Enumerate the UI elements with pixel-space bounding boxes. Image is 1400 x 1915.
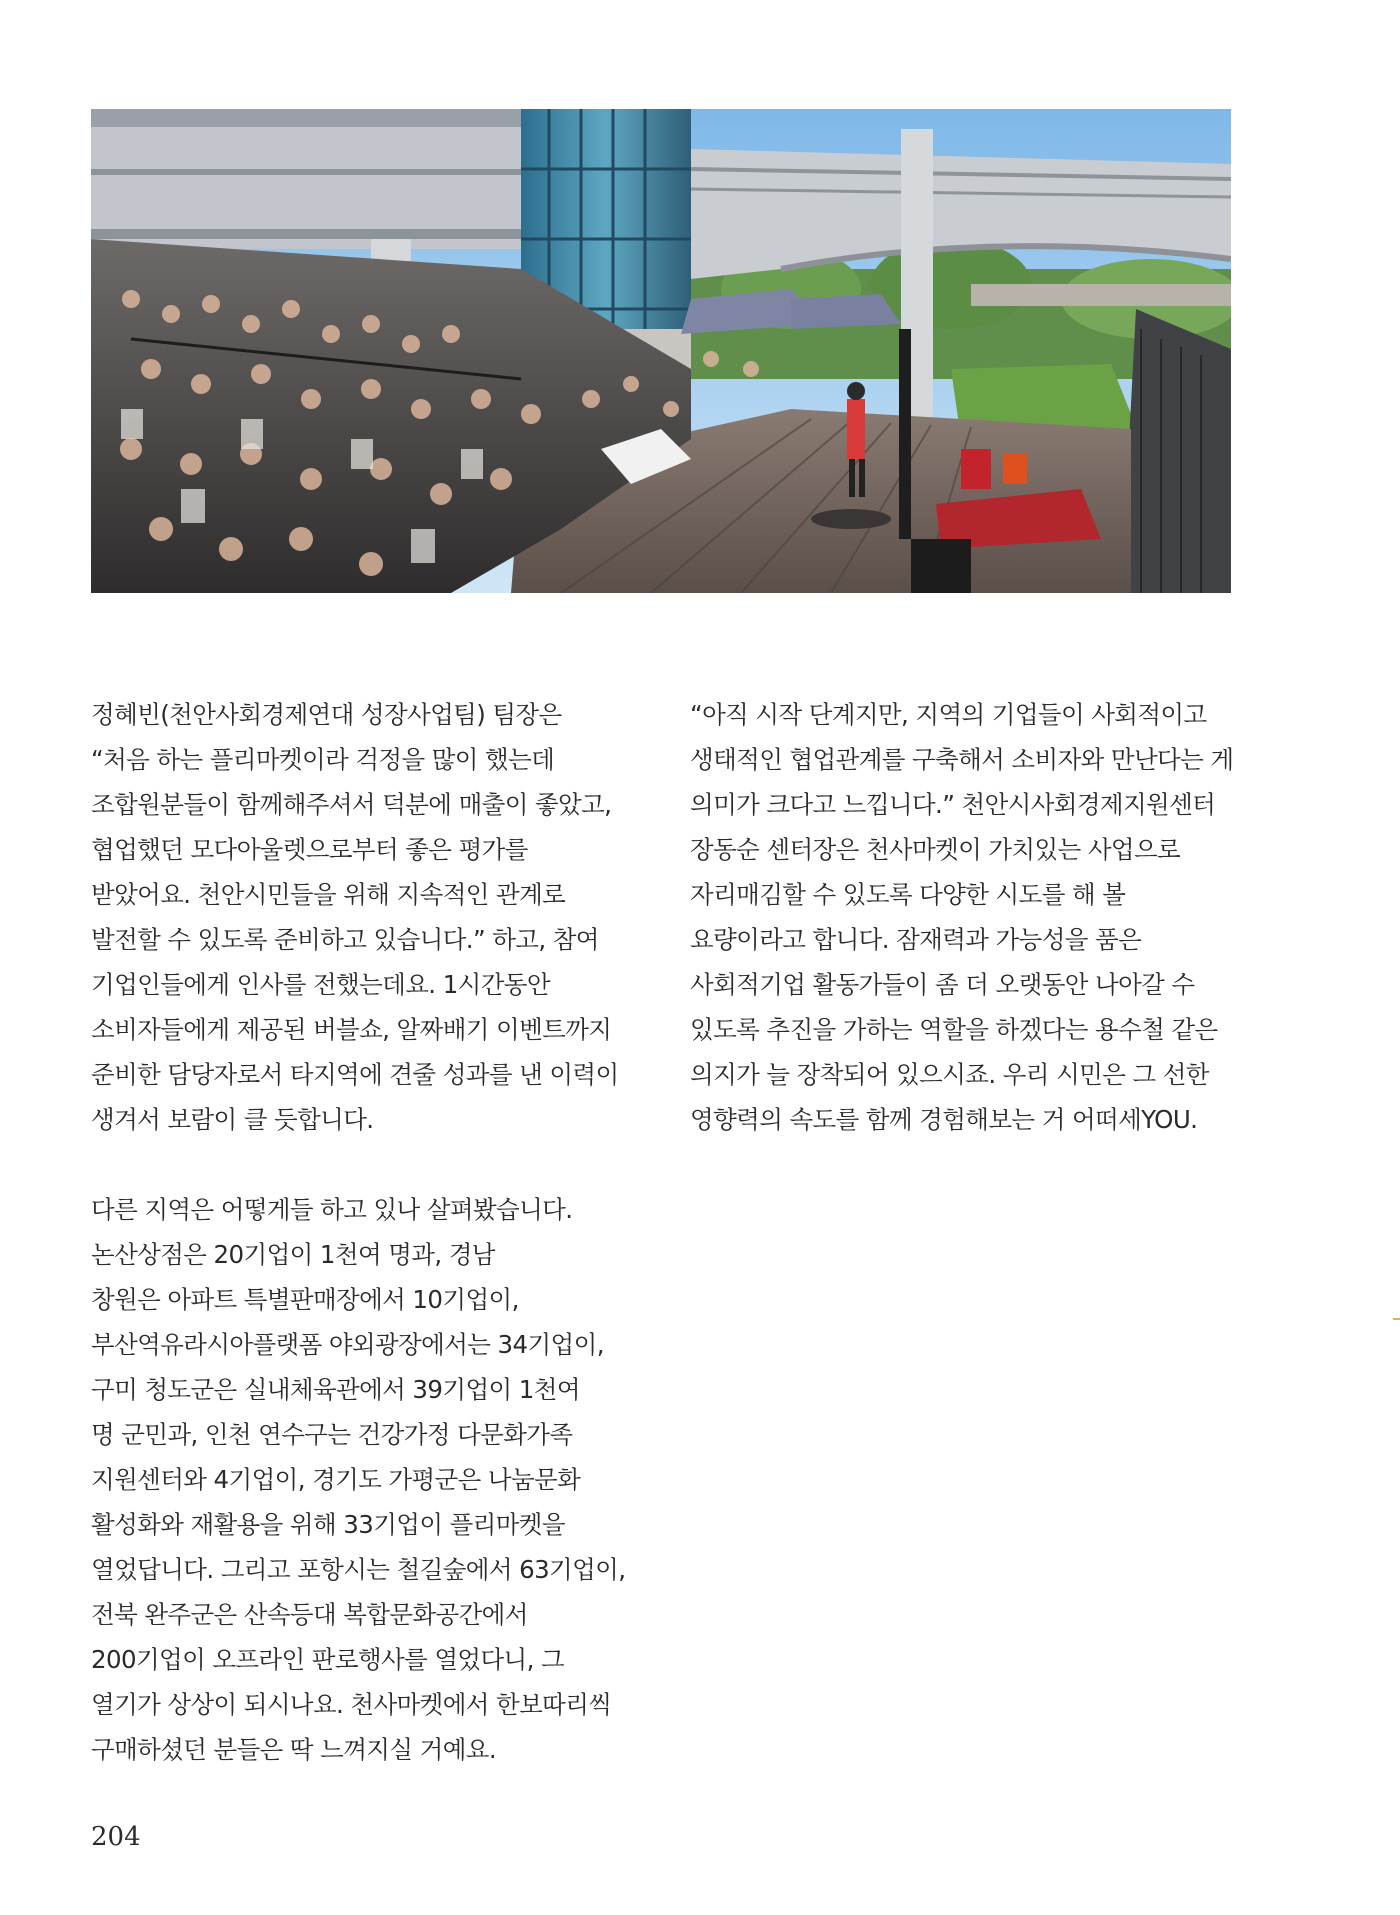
- text-line: 200기업이 오프라인 판로행사를 열었다니, 그: [91, 1645, 565, 1674]
- right-column: [690, 692, 1250, 1142]
- text-line: 발전할 수 있도록 준비하고 있습니다.” 하고, 참여: [91, 925, 599, 954]
- text-line: 열기가 상상이 되시나요. 천사마켓에서 한보따리씩: [91, 1690, 612, 1719]
- text-line: 의지가 늘 장착되어 있으시죠. 우리 시민은 그 선한: [690, 1060, 1209, 1089]
- text-line: 자리매김할 수 있도록 다양한 시도를 해 볼: [690, 880, 1126, 909]
- text-line: 사회적기업 활동가들이 좀 더 오랫동안 나아갈 수: [690, 970, 1195, 999]
- text-line: 생겨서 보람이 클 듯합니다.: [91, 1105, 374, 1134]
- text-line: 받았어요. 천안시민들을 위해 지속적인 관계로: [91, 880, 566, 909]
- text-line: 부산역유라시아플랫폼 야외광장에서는 34기업이,: [91, 1330, 604, 1359]
- page-number: 204: [91, 1822, 141, 1852]
- paragraph-gap: [91, 1142, 651, 1187]
- text-line: “아직 시작 단계지만, 지역의 기업들이 사회적이고: [690, 700, 1207, 729]
- text-line: 구매하셨던 분들은 딱 느껴지실 거예요.: [91, 1735, 497, 1764]
- page-edge-mark: [1393, 1318, 1400, 1320]
- text-line: 창원은 아파트 특별판매장에서 10기업이,: [91, 1285, 519, 1314]
- text-line: 지원센터와 4기업이, 경기도 가평군은 나눔문화: [91, 1465, 581, 1494]
- text-line: 협업했던 모다아울렛으로부터 좋은 평가를: [91, 835, 528, 864]
- text-line: 활성화와 재활용을 위해 33기업이 플리마켓을: [91, 1510, 565, 1539]
- text-line: 있도록 추진을 가하는 역할을 하겠다는 용수철 같은: [690, 1015, 1218, 1044]
- text-line: 준비한 담당자로서 타지역에 견줄 성과를 낸 이력이: [91, 1060, 619, 1089]
- text-line: 장동순 센터장은 천사마켓이 가치있는 사업으로: [690, 835, 1181, 864]
- left-paragraph-2: [91, 1187, 651, 1772]
- left-paragraph-1: [91, 692, 651, 1142]
- text-line: 명 군민과, 인천 연수구는 건강가정 다문화가족: [91, 1420, 573, 1449]
- event-photo: [91, 109, 1231, 593]
- flea-market-bubble-show-photo-icon: [91, 109, 1231, 593]
- text-line: “처음 하는 플리마켓이라 걱정을 많이 했는데: [91, 745, 555, 774]
- text-line: 생태적인 협업관계를 구축해서 소비자와 만난다는 게: [690, 745, 1234, 774]
- text-line: 전북 완주군은 산속등대 복합문화공간에서: [91, 1600, 528, 1629]
- left-column: [91, 692, 651, 1772]
- text-line: 의미가 크다고 느낍니다.” 천안시사회경제지원센터: [690, 790, 1216, 819]
- text-line: 조합원분들이 함께해주셔서 덕분에 매출이 좋았고,: [91, 790, 612, 819]
- text-line: 논산상점은 20기업이 1천여 명과, 경남: [91, 1240, 495, 1269]
- right-paragraph-1: [690, 692, 1250, 1142]
- text-line: 요량이라고 합니다. 잠재력과 가능성을 품은: [690, 925, 1142, 954]
- text-line: 영향력의 속도를 함께 경험해보는 거 어떠세YOU.: [690, 1105, 1198, 1134]
- text-line: 정혜빈(천안사회경제연대 성장사업팀) 팀장은: [91, 700, 562, 729]
- text-line: 기업인들에게 인사를 전했는데요. 1시간동안: [91, 970, 550, 999]
- text-line: 다른 지역은 어떻게들 하고 있나 살펴봤습니다.: [91, 1195, 573, 1224]
- text-line: 구미 청도군은 실내체육관에서 39기업이 1천여: [91, 1375, 580, 1404]
- text-line: 열었답니다. 그리고 포항시는 철길숲에서 63기업이,: [91, 1555, 626, 1584]
- text-line: 소비자들에게 제공된 버블쇼, 알짜배기 이벤트까지: [91, 1015, 612, 1044]
